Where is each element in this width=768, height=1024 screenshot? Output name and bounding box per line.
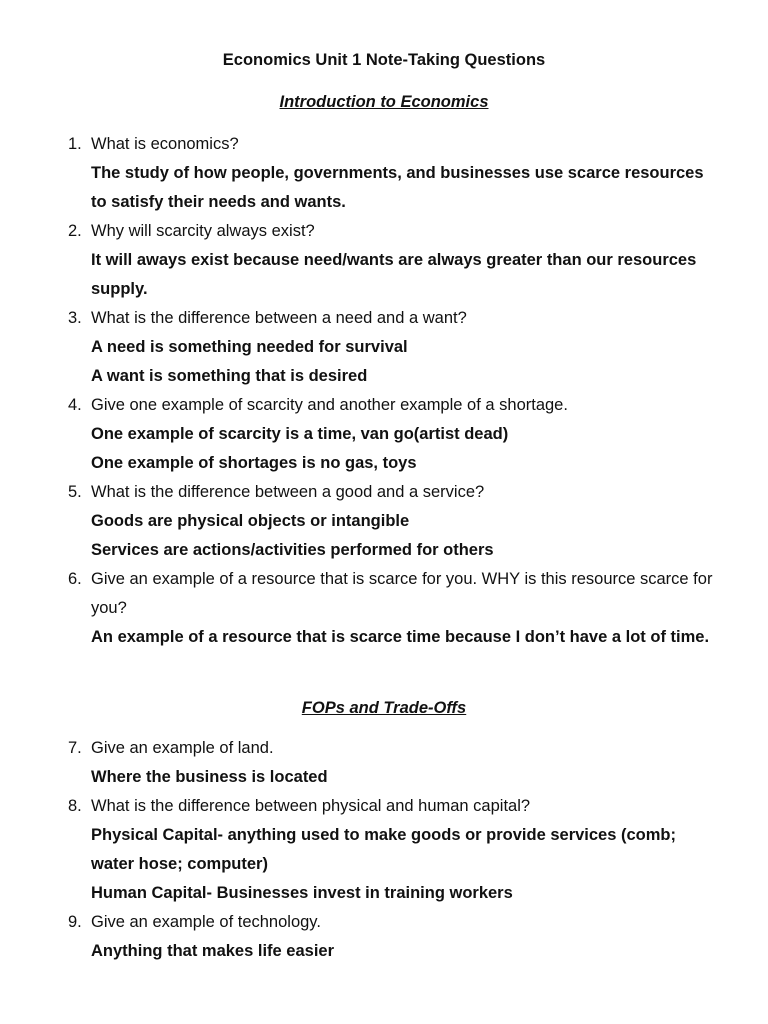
question-text: What is the difference between a need and a want? bbox=[91, 309, 467, 327]
answer-text: Services are actions/activities performed for others bbox=[91, 541, 494, 559]
question-number: 4. bbox=[68, 396, 82, 414]
question-text: What is economics? bbox=[91, 135, 239, 153]
question-number: 2. bbox=[68, 222, 82, 240]
document-title: Economics Unit 1 Note-Taking Questions bbox=[222, 51, 546, 69]
answer-text: It will aways exist because need/wants are always greater than our resources supply. bbox=[91, 251, 697, 298]
question-item-1 bbox=[0, 130, 768, 217]
question-text: Give an example of a resource that is scarce for you. WHY is this resource scarce for you? bbox=[91, 570, 713, 617]
question-number: 6. bbox=[68, 570, 82, 588]
section-heading-intro: Introduction to Economics bbox=[279, 93, 489, 111]
question-item-5 bbox=[0, 478, 768, 565]
answer-text: Human Capital- Businesses invest in training workers bbox=[91, 884, 513, 902]
question-text: Give an example of technology. bbox=[91, 913, 321, 931]
question-list-intro bbox=[0, 130, 768, 652]
answer-text: Goods are physical objects or intangible bbox=[91, 512, 410, 530]
question-item-3 bbox=[0, 304, 768, 391]
question-text: What is the difference between a good and a service? bbox=[91, 483, 485, 501]
question-number: 9. bbox=[68, 913, 82, 931]
question-item-9 bbox=[0, 908, 768, 966]
question-number: 7. bbox=[68, 739, 82, 757]
question-text: Why will scarcity always exist? bbox=[91, 222, 315, 240]
question-item-8 bbox=[0, 792, 768, 908]
question-text: What is the difference between physical and human capital? bbox=[91, 797, 531, 815]
question-text: Give one example of scarcity and another example of a shortage. bbox=[91, 396, 568, 414]
question-item-7 bbox=[0, 734, 768, 792]
question-number: 5. bbox=[68, 483, 82, 501]
answer-text: A want is something that is desired bbox=[91, 367, 368, 385]
question-item-4 bbox=[0, 391, 768, 478]
answer-text: An example of a resource that is scarce time because I don’t have a lot of time. bbox=[91, 628, 710, 646]
question-number: 3. bbox=[68, 309, 82, 327]
answer-text: A need is something needed for survival bbox=[91, 338, 408, 356]
answer-text: Where the business is located bbox=[91, 768, 328, 786]
question-list-fops bbox=[0, 734, 768, 966]
question-number: 8. bbox=[68, 797, 82, 815]
answer-text: Anything that makes life easier bbox=[91, 942, 334, 960]
question-item-2 bbox=[0, 217, 768, 304]
answer-text: One example of scarcity is a time, van go(artist dead) bbox=[91, 425, 509, 443]
question-text: Give an example of land. bbox=[91, 739, 274, 757]
answer-text: One example of shortages is no gas, toys bbox=[91, 454, 417, 472]
section-heading-fops: FOPs and Trade-Offs bbox=[301, 699, 467, 717]
answer-text: Physical Capital- anything used to make goods or provide services (comb; water hose; computer) bbox=[91, 826, 676, 873]
question-item-6 bbox=[0, 565, 768, 652]
answer-text: The study of how people, governments, and businesses use scarce resources to satisfy their needs and wants. bbox=[91, 164, 704, 211]
question-number: 1. bbox=[68, 135, 82, 153]
